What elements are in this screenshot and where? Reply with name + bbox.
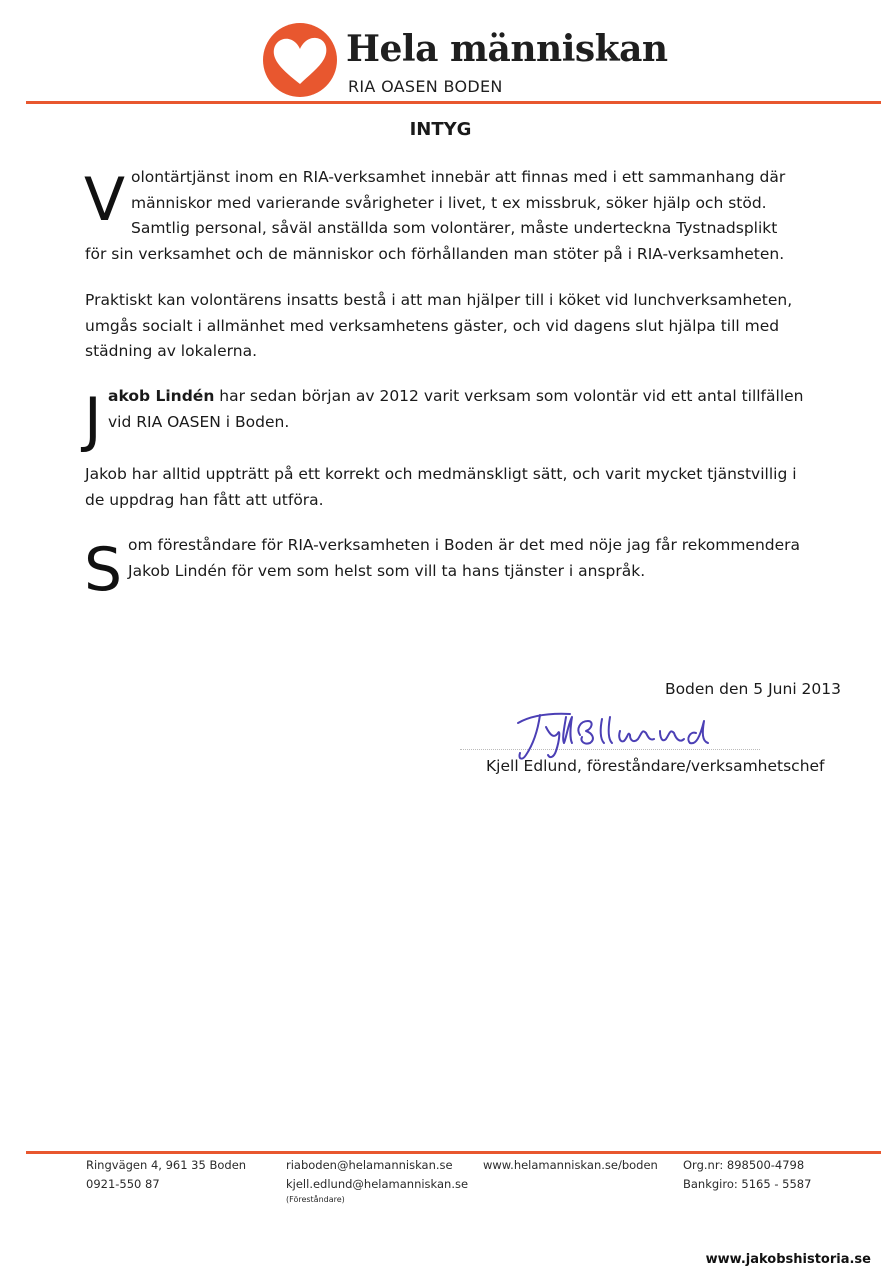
logo	[262, 22, 668, 100]
paragraph-4-line: de uppdrag han fått att utföra.	[85, 490, 324, 509]
paragraph-5-line: om föreståndare för RIA-verksamheten i Boden är det med nöje jag får rekommendera	[128, 536, 801, 554]
paragraph-1-line: för sin verksamhet och de människor och förhållanden man stöter på i RIA-verksamheten.	[85, 244, 785, 263]
signer-name: Kjell Edlund, föreståndare/verksamhetschef	[486, 757, 825, 775]
paragraph-1-line: olontärtjänst inom en RIA-verksamhet innebär att finnas med i ett sammanhang där	[131, 168, 786, 186]
footer-email-2[interactable]: kjell.edlund@helamanniskan.se	[286, 1177, 469, 1191]
paragraph-3	[108, 384, 878, 435]
heart-icon	[262, 22, 338, 98]
document-title: INTYG	[409, 119, 472, 140]
footer-divider	[26, 1151, 881, 1154]
paragraph-2	[85, 288, 855, 365]
footer-address: Ringvägen 4, 961 35 Boden	[86, 1158, 247, 1172]
footer-bankgiro: Bankgiro: 5165 - 5587	[683, 1177, 812, 1191]
dropcap-s: S	[84, 535, 123, 605]
footer-org-block	[683, 1156, 811, 1194]
signature	[460, 705, 760, 765]
paragraph-4	[85, 462, 855, 513]
footer-email-note: (Föreståndare)	[286, 1195, 345, 1204]
paragraph-5	[128, 533, 881, 584]
footer-org-nr: Org.nr: 898500-4798	[683, 1158, 805, 1172]
footer-phone: 0921-550 87	[86, 1177, 160, 1191]
logo-subtitle: RIA OASEN BODEN	[348, 77, 503, 96]
watermark-url[interactable]: www.jakobshistoria.se	[705, 1252, 871, 1267]
footer-address-block	[86, 1156, 246, 1194]
person-name: akob Lindén	[108, 387, 215, 405]
paragraph-3-text: har sedan början av 2012 varit verksam som volontär vid ett antal tillfällen	[214, 387, 804, 405]
paragraph-4-line: Jakob har alltid uppträtt på ett korrekt och medmänskligt sätt, och varit mycket tjänstvillig i	[85, 465, 797, 483]
paragraph-1	[85, 165, 855, 267]
footer-email-1[interactable]: riaboden@helamanniskan.se	[286, 1158, 453, 1172]
paragraph-1-line: människor med varierande svårigheter i livet, t ex missbruk, söker hjälp och stöd.	[131, 193, 767, 212]
footer-email-block	[286, 1156, 468, 1206]
footer-website[interactable]: www.helamanniskan.se/boden	[483, 1158, 658, 1172]
dropcap-j: J	[84, 385, 102, 455]
footer-website-block	[483, 1156, 658, 1175]
dropcap-v: V	[84, 165, 126, 235]
header-divider	[26, 101, 881, 104]
paragraph-2-line: umgås socialt i allmänhet med verksamhetens gäster, och vid dagens slut hjälpa till med	[85, 316, 780, 335]
paragraph-2-line: städning av lokalerna.	[85, 342, 257, 360]
paragraph-5-line: Jakob Lindén för vem som helst som vill ta hans tjänster i anspråk.	[128, 561, 646, 580]
place-date: Boden den 5 Juni 2013	[664, 680, 841, 698]
paragraph-1-line: Samtlig personal, såväl anställda som volontärer, måste underteckna Tystnadsplikt	[131, 219, 778, 237]
logo-title: Hela människan	[346, 28, 668, 70]
paragraph-3-line	[108, 384, 878, 410]
paragraph-3-line: vid RIA OASEN i Boden.	[108, 412, 290, 431]
handwritten-signature	[510, 705, 740, 765]
paragraph-2-line: Praktiskt kan volontärens insatts bestå i att man hjälper till i köket vid lunchverksamheten,	[85, 291, 793, 309]
